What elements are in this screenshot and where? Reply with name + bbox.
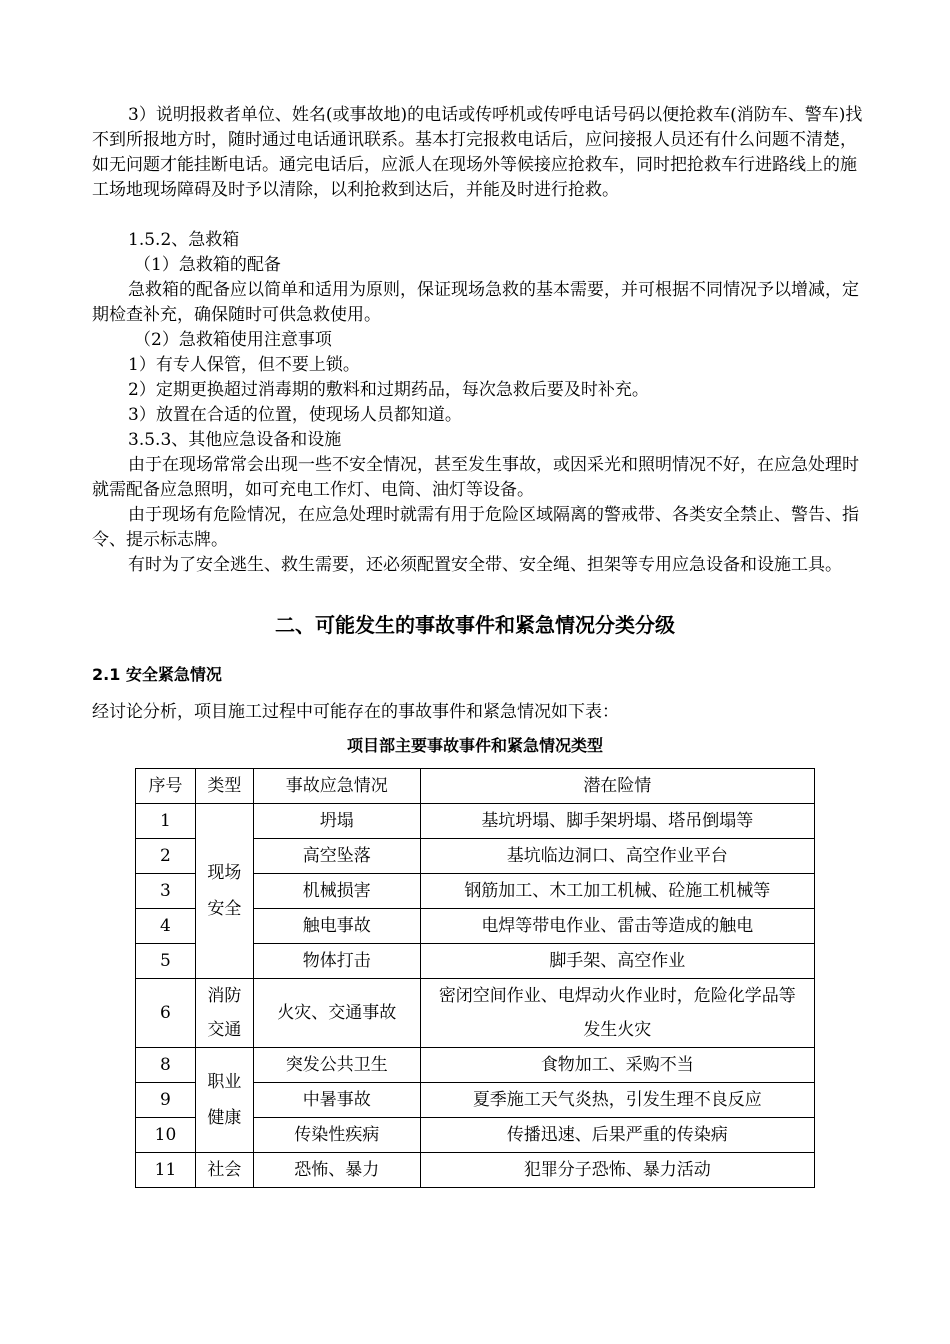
cell-event: 坍塌 bbox=[253, 804, 420, 839]
type-label-fire: 消防 交通 bbox=[207, 986, 242, 1040]
cell-no: 1 bbox=[136, 804, 196, 839]
chapter-heading: 二、可能发生的事故事件和紧急情况分类分级 bbox=[275, 613, 675, 637]
cell-risk: 密闭空间作业、电焊动火作业时，危险化学品等发生火灾 bbox=[420, 979, 814, 1048]
section-heading-2-1: 2.1 安全紧急情况 bbox=[92, 665, 222, 684]
header-risk: 潜在险情 bbox=[420, 769, 814, 804]
cell-event: 机械损害 bbox=[253, 874, 420, 909]
header-event: 事故应急情况 bbox=[253, 769, 420, 804]
cell-type-fire bbox=[195, 979, 253, 1048]
paragraph-escape-gear: 有时为了安全逃生、救生需要，还必须配置安全带、安全绳、担架等专用应急设备和设施工具。 bbox=[128, 555, 842, 575]
subheading-kit-supply: （1）急救箱的配备 bbox=[134, 255, 281, 275]
table-row bbox=[136, 979, 815, 1048]
paragraph-warning-signs: 由于现场有危险情况，在应急处理时就需有用于危险区域隔离的警戒带、各类安全禁止、警告、指令、提示标志牌。 bbox=[92, 505, 859, 550]
cell-risk: 脚手架、高空作业 bbox=[420, 944, 814, 979]
cell-event: 中暑事故 bbox=[253, 1083, 420, 1118]
cell-type-social: 社会 bbox=[195, 1153, 253, 1188]
cell-no: 5 bbox=[136, 944, 196, 979]
list-item-3: 3）放置在合适的位置，使现场人员都知道。 bbox=[128, 405, 462, 425]
section-heading-1-5-2: 1.5.2、急救箱 bbox=[128, 230, 240, 250]
cell-risk: 食物加工、采购不当 bbox=[420, 1048, 814, 1083]
list-item-2: 2）定期更换超过消毒期的敷料和过期药品，每次急救后要及时补充。 bbox=[128, 380, 649, 400]
cell-no: 2 bbox=[136, 839, 196, 874]
cell-no: 9 bbox=[136, 1083, 196, 1118]
incident-table bbox=[135, 768, 815, 1188]
cell-risk: 基坑坍塌、脚手架坍塌、塔吊倒塌等 bbox=[420, 804, 814, 839]
cell-risk: 夏季施工天气炎热，引发生理不良反应 bbox=[420, 1083, 814, 1118]
cell-risk: 钢筋加工、木工加工机械、砼施工机械等 bbox=[420, 874, 814, 909]
header-no: 序号 bbox=[136, 769, 196, 804]
cell-risk: 基坑临边洞口、高空作业平台 bbox=[420, 839, 814, 874]
cell-no: 3 bbox=[136, 874, 196, 909]
cell-type-site bbox=[195, 804, 253, 979]
cell-event: 火灾、交通事故 bbox=[253, 979, 420, 1048]
paragraph-lighting: 由于在现场常常会出现一些不安全情况，甚至发生事故，或因采光和照明情况不好，在应急处理时就需配备应急照明，如可充电工作灯、电筒、油灯等设备。 bbox=[92, 455, 859, 500]
header-type: 类型 bbox=[195, 769, 253, 804]
cell-event: 触电事故 bbox=[253, 909, 420, 944]
table-row bbox=[136, 804, 815, 839]
cell-no: 4 bbox=[136, 909, 196, 944]
cell-no: 8 bbox=[136, 1048, 196, 1083]
cell-event: 传染性疾病 bbox=[253, 1118, 420, 1153]
section-heading-3-5-3: 3.5.3、其他应急设备和设施 bbox=[128, 430, 342, 450]
paragraph-kit-supply: 急救箱的配备应以简单和适用为原则，保证现场急救的基本需要，并可根据不同情况予以增减，定期检查补充，确保随时可供急救使用。 bbox=[92, 280, 859, 325]
cell-event: 恐怖、暴力 bbox=[253, 1153, 420, 1188]
cell-event: 高空坠落 bbox=[253, 839, 420, 874]
cell-risk: 犯罪分子恐怖、暴力活动 bbox=[420, 1153, 814, 1188]
table-row bbox=[136, 1048, 815, 1083]
subheading-kit-usage: （2）急救箱使用注意事项 bbox=[134, 330, 332, 350]
table-caption: 项目部主要事故事件和紧急情况类型 bbox=[346, 736, 603, 755]
paragraph-report-call: 3）说明报救者单位、姓名(或事故地)的电话或传呼机或传呼电话号码以便抢救车(消防车、警车)找不到所报地方时，随时通过电话通讯联系。基本打完报救电话后，应问接报人员还有什么问题不清楚，如无问题才能挂断电话。通完电话后，应派人在现场外等候接应抢救车，同时把抢救车行进路线上的施工场地现场障碍及时予以清除，以利抢救到达后，并能及时进行抢救。 bbox=[92, 105, 863, 200]
table-header-row bbox=[136, 769, 815, 804]
type-label-health: 职业 健康 bbox=[207, 1072, 242, 1128]
cell-no: 6 bbox=[136, 979, 196, 1048]
cell-risk: 电焊等带电作业、雷击等造成的触电 bbox=[420, 909, 814, 944]
cell-no: 10 bbox=[136, 1118, 196, 1153]
cell-risk: 传播迅速、后果严重的传染病 bbox=[420, 1118, 814, 1153]
cell-no: 11 bbox=[136, 1153, 196, 1188]
cell-event: 物体打击 bbox=[253, 944, 420, 979]
type-label-site: 现场 安全 bbox=[207, 863, 242, 919]
table-intro-text: 经讨论分析，项目施工过程中可能存在的事故事件和紧急情况如下表： bbox=[92, 702, 619, 722]
table-row bbox=[136, 1153, 815, 1188]
cell-type-health bbox=[195, 1048, 253, 1153]
cell-event: 突发公共卫生 bbox=[253, 1048, 420, 1083]
list-item-1: 1）有专人保管，但不要上锁。 bbox=[128, 355, 360, 375]
